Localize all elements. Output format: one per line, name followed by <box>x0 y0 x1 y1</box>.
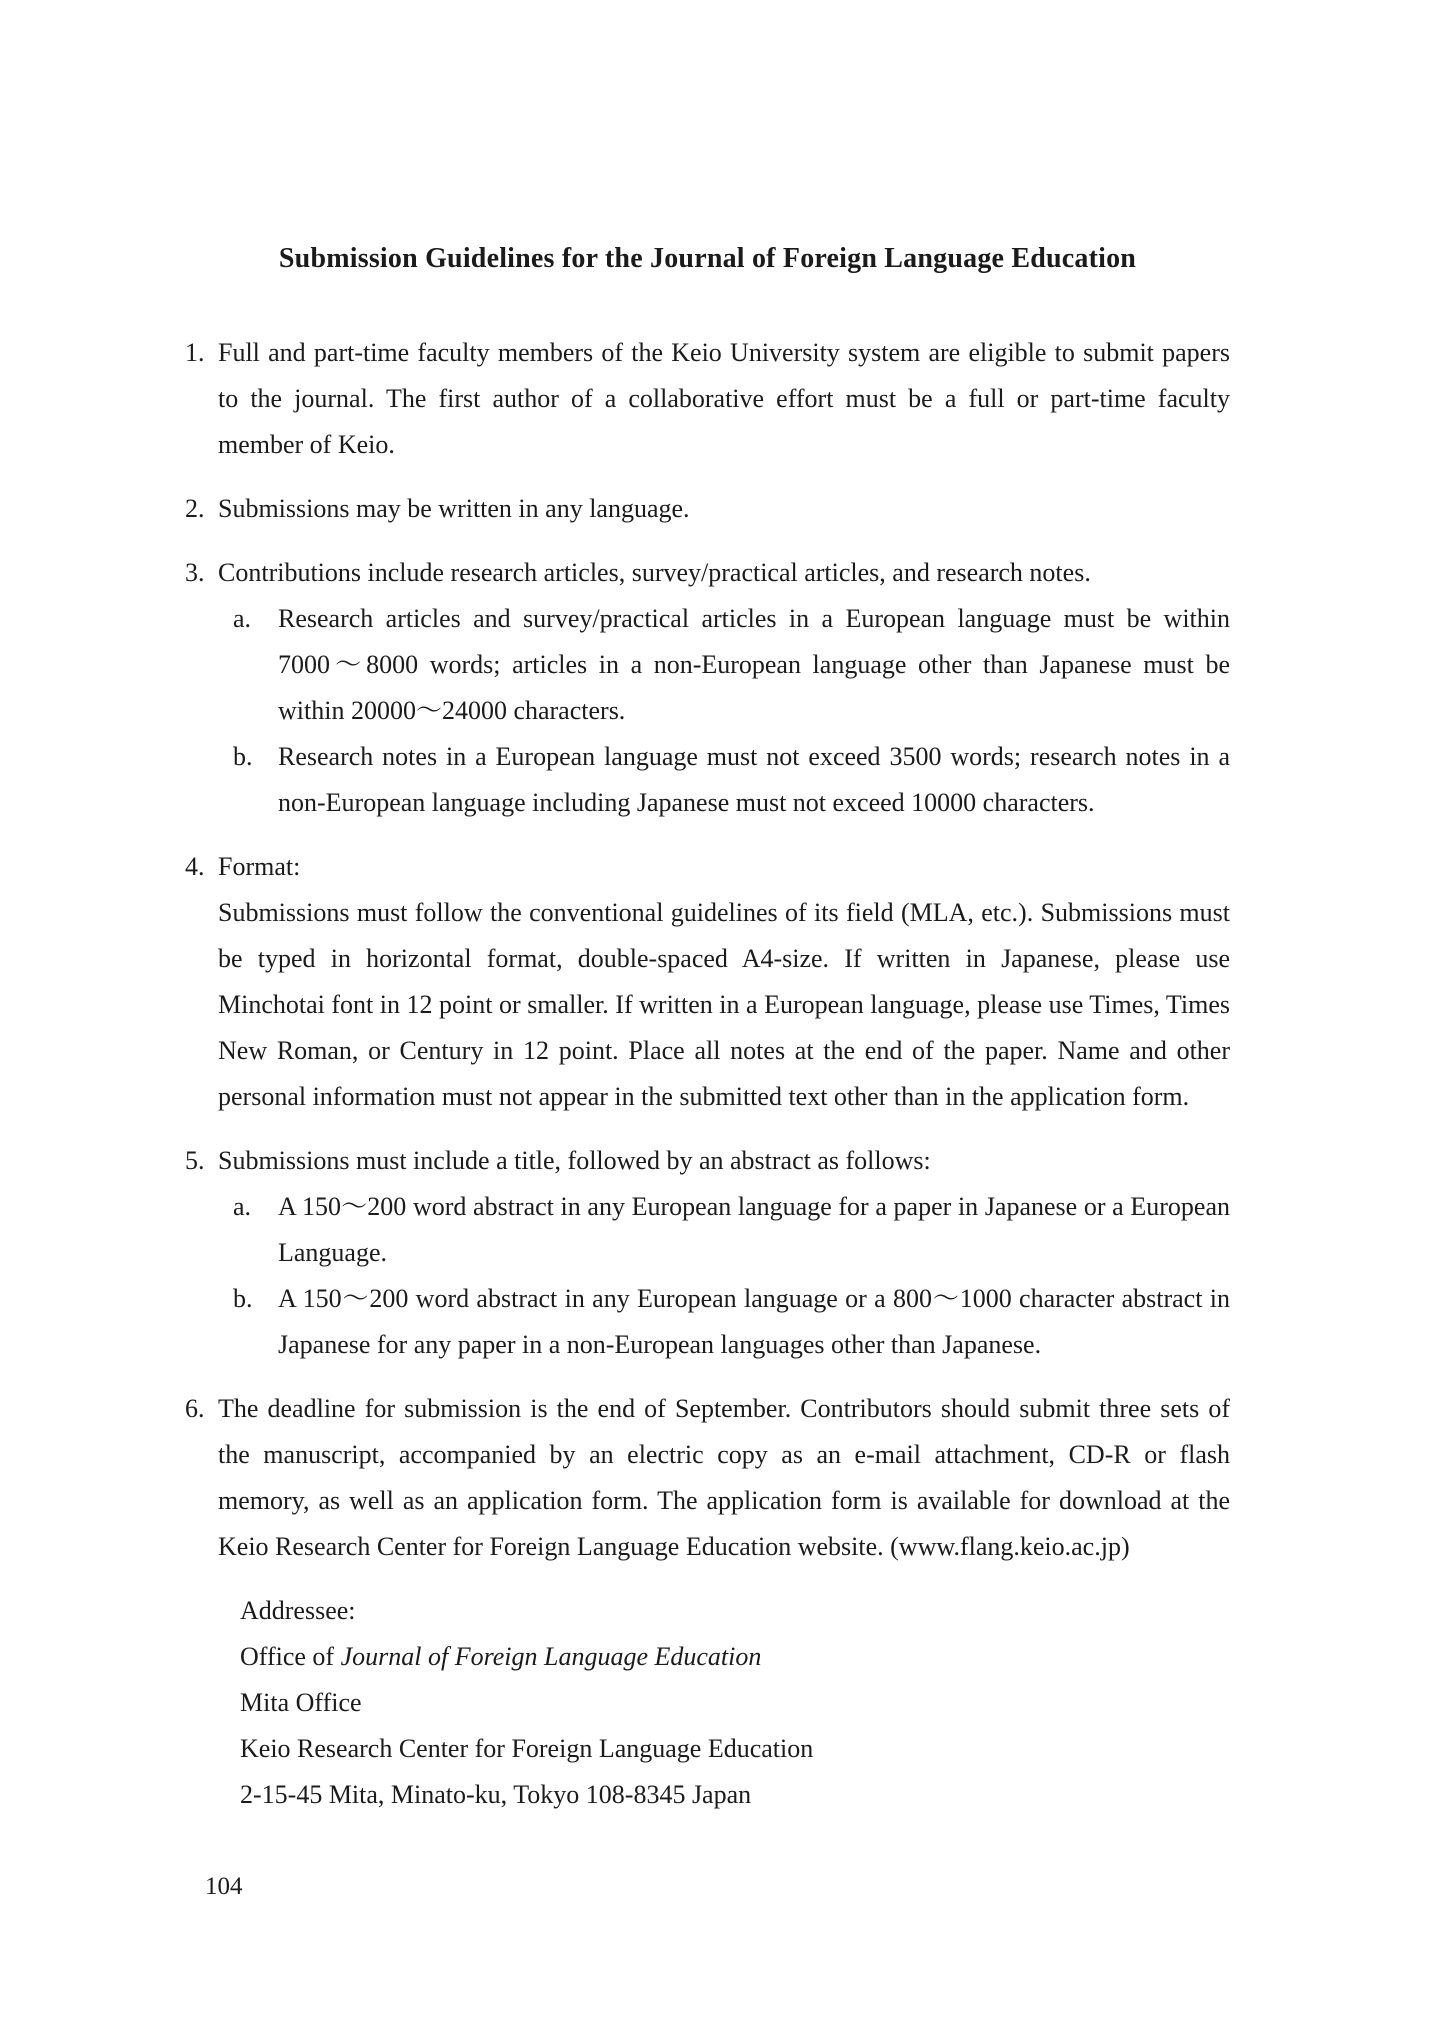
office-prefix: Office of <box>240 1642 341 1671</box>
item-number: 4. <box>185 852 205 881</box>
addressee-line: 2-15-45 Mita, Minato-ku, Tokyo 108-8345 Japan <box>240 1780 752 1809</box>
item-text <box>218 550 1230 826</box>
sub-item-number: a. <box>233 1192 252 1221</box>
item-lead-text: Format: <box>218 852 301 881</box>
page-number: 104 <box>205 1873 243 1900</box>
item-text: The deadline for submission is the end of September. Contributors should submit three sets of the manuscript, accompanied by an electric copy as an e-mail attachment, CD-R or flash memory, as well as an application form. The application form is available for download at the Keio Research Center for Foreign Language Education website. (www.flang.keio.ac.jp) <box>218 1394 1230 1561</box>
item-lead-text: Contributions include research articles, survey/practical articles, and research notes. <box>218 558 1091 587</box>
item-text: Submissions may be written in any language. <box>218 494 690 523</box>
sub-item-b <box>233 734 1230 826</box>
sub-item-number: a. <box>233 604 252 633</box>
document-body <box>185 236 1230 1818</box>
sub-item-number: b. <box>233 1284 253 1313</box>
sub-item-text: Research notes in a European language must not exceed 3500 words; research notes in a non-European language including Japanese must not exceed 10000 characters. <box>278 742 1230 817</box>
item-number: 5. <box>185 1146 205 1175</box>
journal-title-italic: Journal of Foreign Language Education <box>340 1642 762 1671</box>
list-item-4 <box>185 844 1230 1120</box>
item-number: 2. <box>185 494 205 523</box>
sub-item-text: A 150〜200 word abstract in any European language for a paper in Japanese or a European Language. <box>278 1192 1230 1267</box>
list-item-1 <box>185 330 1230 468</box>
sub-item-text: Research articles and survey/practical articles in a European language must be within 7000〜8000 words; articles in a non-European language other than Japanese must be within 20000〜24000 characters. <box>278 604 1230 725</box>
addressee-block <box>240 1588 1230 1818</box>
item-lead-text: Submissions must include a title, followed by an abstract as follows: <box>218 1146 931 1175</box>
item-number: 6. <box>185 1394 205 1423</box>
sub-item-a <box>233 596 1230 734</box>
item-paragraph: Submissions must follow the conventional guidelines of its field (MLA, etc.). Submissions must be typed in horizontal format, double-spaced A4-size. If written in Japanese, please use Minchotai font in 12 point or smaller. If written in a European language, please use Times, Times New Roman, or Century in 12 point. Place all notes at the end of the paper. Name and other personal information must not appear in the submitted text other than in the application form. <box>218 898 1230 1111</box>
item-number: 1. <box>185 338 205 367</box>
sub-item-number: b. <box>233 742 253 771</box>
item-text <box>218 1138 1230 1368</box>
sub-item-b <box>233 1276 1230 1368</box>
addressee-line: Mita Office <box>240 1688 362 1717</box>
list-item-5 <box>185 1138 1230 1368</box>
sub-item-text: A 150〜200 word abstract in any European language or a 800〜1000 character abstract in Japanese for any paper in a non-European languages other than Japanese. <box>278 1284 1230 1359</box>
item-text: Full and part-time faculty members of the Keio University system are eligible to submit papers to the journal. The first author of a collaborative effort must be a full or part-time faculty member of Keio. <box>218 338 1230 459</box>
addressee-line: Keio Research Center for Foreign Language Education <box>240 1734 814 1763</box>
item-number: 3. <box>185 558 205 587</box>
page-title: Submission Guidelines for the Journal of Foreign Language Education <box>278 243 1137 274</box>
addressee-office-line <box>240 1634 1230 1680</box>
list-item-2 <box>185 486 1230 532</box>
sub-item-a <box>233 1184 1230 1276</box>
list-item-6 <box>185 1386 1230 1570</box>
list-item-3 <box>185 550 1230 826</box>
item-text <box>218 844 1230 1120</box>
addressee-label: Addressee: <box>240 1596 356 1625</box>
